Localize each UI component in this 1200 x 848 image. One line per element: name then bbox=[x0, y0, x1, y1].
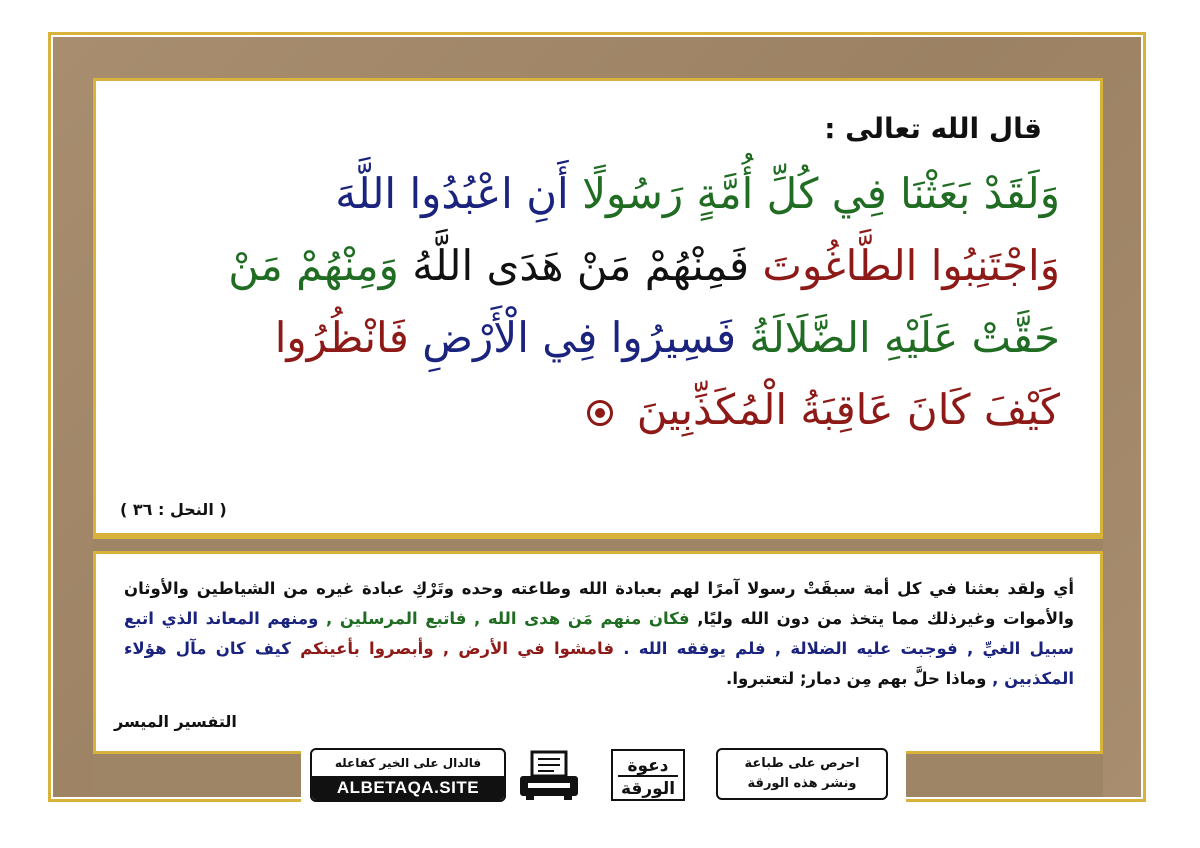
tafsir-text bbox=[124, 574, 1074, 694]
verse-segment: أَنِ اعْبُدُوا اللَّهَ bbox=[335, 169, 569, 218]
logo-text-top: دعوة bbox=[627, 756, 669, 776]
print-reminder-line1: احرص على طباعة bbox=[744, 756, 860, 771]
print-reminder-line2: ونشر هذه الورقة bbox=[747, 776, 857, 791]
site-box bbox=[310, 748, 506, 802]
tafsir-segment: وماذا حلَّ بهم مِن دمار; لتعتبروا. bbox=[726, 669, 987, 688]
footer-frame-right bbox=[906, 751, 1103, 797]
verse-segment: وَمِنْهُمْ مَنْ bbox=[228, 241, 399, 290]
footer-frame-left bbox=[93, 751, 301, 797]
print-reminder-box bbox=[716, 748, 888, 800]
quran-verse bbox=[118, 158, 1060, 446]
verse-segment: حَقَّتْ عَلَيْهِ الضَّلَالَةُ bbox=[749, 313, 1060, 362]
tafsir-segment: فكان منهم مَن هدى الله , فاتبع المرسلين , bbox=[326, 609, 690, 628]
verse-line-1 bbox=[118, 158, 1060, 230]
tafsir-segment: فامشوا في الأرض , وأبصروا بأعينكم bbox=[300, 639, 615, 658]
tafsir-segment: ومنهم المعاند الذي اتبع سبيل الغيِّ , فوجبت عليه الضلالة , فلم يوفقه الله . bbox=[124, 609, 1075, 658]
tafsir-segment: كيف كان مآل هؤلاء المكذبين , bbox=[124, 639, 1074, 688]
verse-segment: وَلَقَدْ بَعَثْنَا فِي كُلِّ أُمَّةٍ رَسُولًا bbox=[582, 169, 1060, 218]
tafsir-segment: أي ولقد بعثنا في كل أمة سبقَتْ رسولا آمرًا لهم بعبادة الله وطاعته وحده وتَرْكِ عبادة غيره من الشياطين والأوثان والأموات وغيرذلك مما يتخذ من دون الله وليًا, bbox=[124, 579, 1074, 628]
logo-text-bottom: الورقة bbox=[620, 779, 676, 799]
heading: قال الله تعالى : bbox=[824, 112, 1042, 145]
verse-segment: وَاجْتَنِبُوا الطَّاغُوتَ bbox=[762, 241, 1060, 290]
site-slogan: فالدال على الخير كفاعله bbox=[334, 756, 482, 770]
printer-icon bbox=[516, 748, 582, 802]
logo-icon bbox=[610, 748, 686, 802]
verse-line-4 bbox=[118, 374, 1060, 446]
verse-line-2 bbox=[118, 230, 1060, 302]
verse-segment: فَانْظُرُوا bbox=[274, 313, 409, 362]
verse-citation: ( النحل : ٣٦ ) bbox=[120, 500, 227, 519]
verse-segment: كَيْفَ كَانَ عَاقِبَةُ الْمُكَذِّبِينَ bbox=[636, 385, 1060, 434]
site-url[interactable]: ALBETAQA.SITE bbox=[312, 776, 504, 802]
verse-end-icon bbox=[587, 400, 613, 426]
verse-line-3 bbox=[118, 302, 1060, 374]
verse-segment: فَمِنْهُمْ مَنْ هَدَى اللَّهُ bbox=[412, 241, 750, 290]
tafsir-source: التفسير الميسر bbox=[114, 712, 237, 731]
verse-segment: فَسِيرُوا فِي الْأَرْضِ bbox=[422, 313, 737, 362]
